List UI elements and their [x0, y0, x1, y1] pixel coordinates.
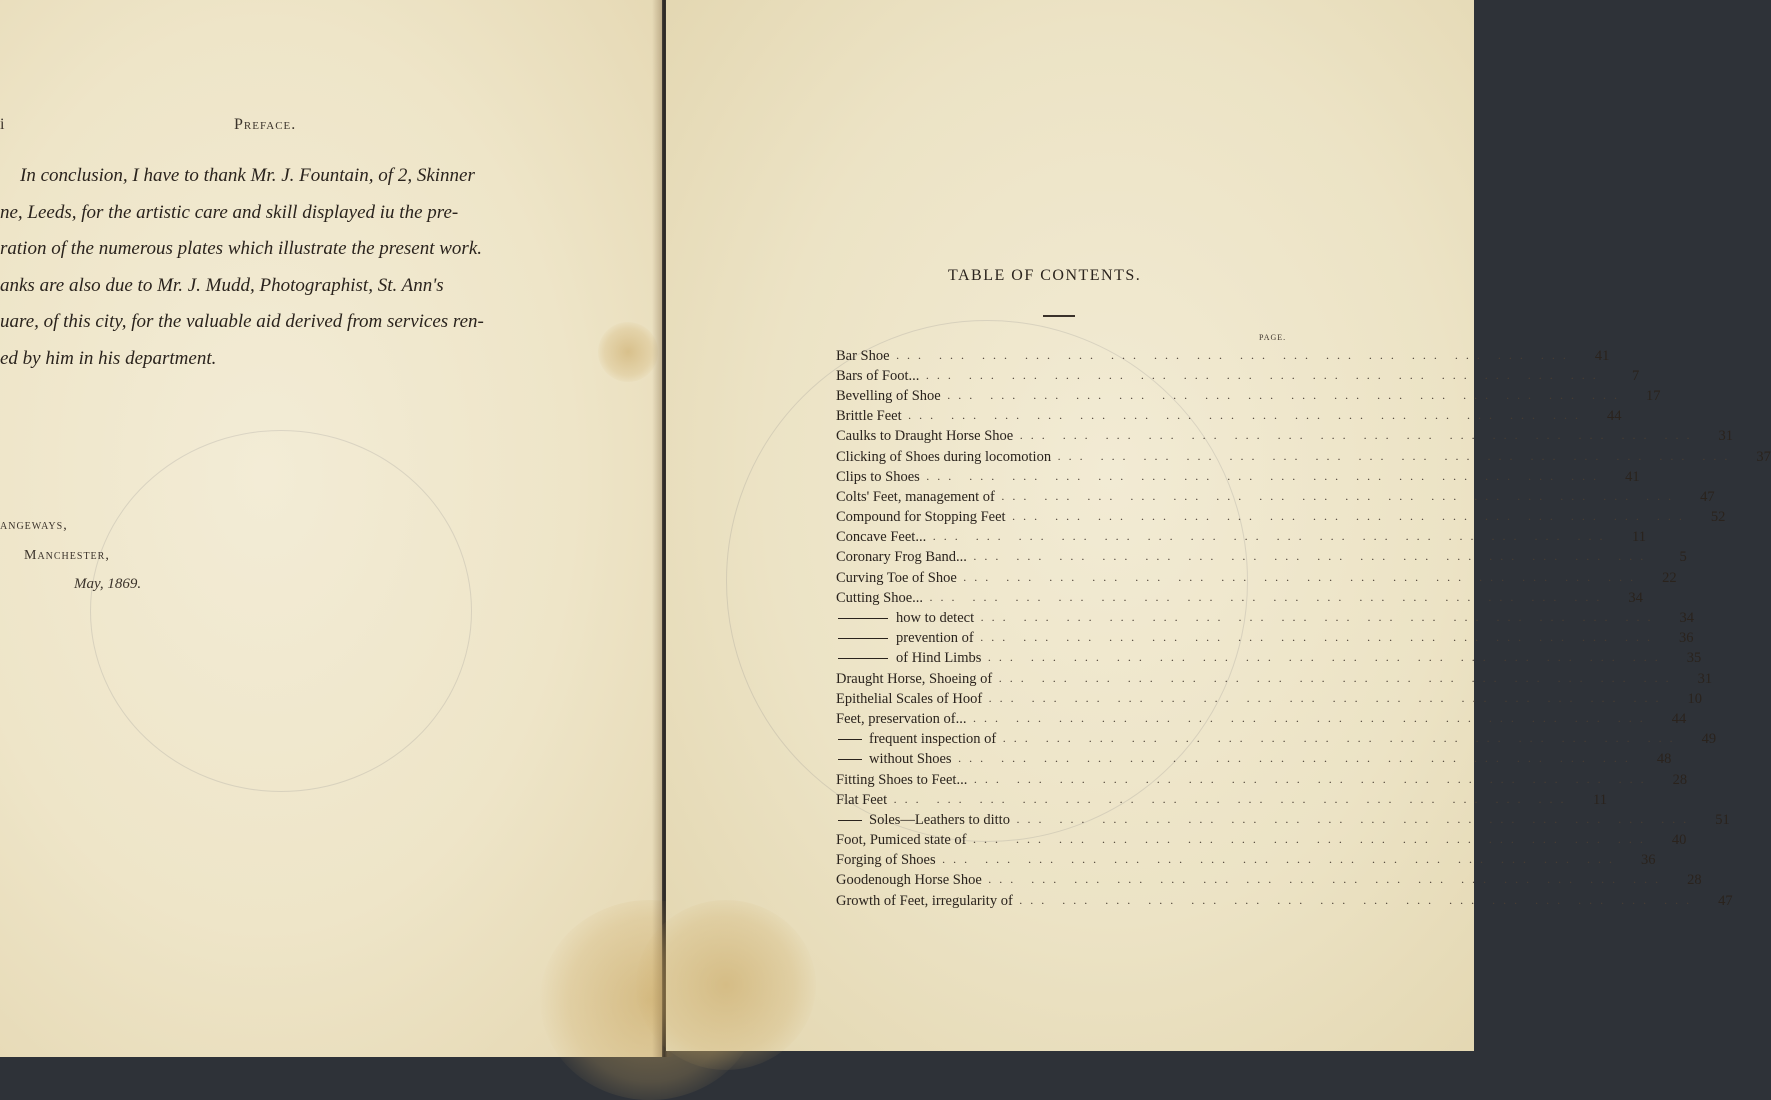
- toc-entry-label: Clicking of Shoes during locomotion: [836, 448, 1052, 465]
- ditto-dash: [838, 759, 862, 760]
- toc-entry: [836, 730, 1717, 750]
- toc-entry-label: Bars of Foot...: [836, 367, 920, 384]
- preface-line: ed by him in his department.: [0, 347, 217, 369]
- toc-entry: [836, 770, 1688, 790]
- dot-leader: ··· ··· ··· ··· ··· ··· ··· ··· ··· ··· ··· ··· ··· ··· ··· ···: [932, 532, 1611, 547]
- toc-entry-page: 28: [1672, 771, 1688, 788]
- toc-entry-page: 34: [1679, 610, 1694, 627]
- toc-entry: [836, 709, 1687, 729]
- toc-entry: [836, 810, 1730, 830]
- toc-entry-label: Feet, preservation of...: [836, 710, 967, 727]
- preface-line: anks are also due to Mr. J. Mudd, Photographist, St. Ann's: [0, 274, 444, 296]
- dot-leader: ··· ··· ··· ··· ··· ··· ··· ··· ··· ··· ··· ··· ··· ··· ··· ···: [987, 653, 1666, 668]
- toc-entry: [836, 346, 1610, 366]
- toc-entry: [836, 669, 1713, 689]
- toc-entry-page: 44: [1606, 408, 1622, 425]
- toc-entry-page: 31: [1697, 670, 1713, 687]
- dot-leader: ··· ··· ··· ··· ··· ··· ··· ··· ··· ··· ··· ··· ··· ··· ··· ···: [1018, 895, 1697, 910]
- toc-entry: [836, 750, 1672, 770]
- toc-entry-page: 10: [1687, 690, 1702, 707]
- toc-entry-page: 40: [1671, 832, 1687, 849]
- dot-leader: ··· ··· ··· ··· ··· ··· ··· ··· ··· ··· ··· ··· ··· ··· ··· ···: [972, 552, 1651, 567]
- toc-entry-label: Brittle Feet: [836, 408, 902, 425]
- toc-entry: [836, 407, 1622, 427]
- toc-entry: [836, 689, 1702, 709]
- toc-entry: [836, 548, 1687, 568]
- ditto-dash: [838, 658, 888, 659]
- toc-entry-page: 22: [1662, 569, 1677, 586]
- toc-entry-page: 41: [1594, 347, 1610, 364]
- preface-line: ration of the numerous plates which illustrate the present work.: [0, 238, 483, 259]
- dot-leader: ··· ··· ··· ··· ··· ··· ··· ··· ··· ··· ··· ··· ··· ··· ··· ···: [962, 572, 1641, 587]
- toc-entry-label: Clips to Shoes: [836, 468, 920, 485]
- toc-entry-page: 35: [1686, 650, 1702, 667]
- toc-entry-page: 47: [1718, 892, 1733, 909]
- toc-entry: [836, 568, 1677, 588]
- toc-entry: [836, 467, 1640, 487]
- toc-entry: [836, 508, 1726, 528]
- toc-entry-label: Draught Horse, Shoeing of: [836, 670, 993, 687]
- toc-entry-page: 52: [1710, 509, 1726, 526]
- dot-leader: ··· ··· ··· ··· ··· ··· ··· ··· ··· ··· ··· ··· ··· ··· ··· ···: [957, 754, 1636, 769]
- toc-entry-label: Epithelial Scales of Hoof: [836, 690, 983, 707]
- toc-entry-page: 11: [1593, 791, 1607, 808]
- dot-leader: ··· ··· ··· ··· ··· ··· ··· ··· ··· ··· ··· ··· ··· ··· ··· ···: [1019, 431, 1698, 446]
- toc-list: [836, 346, 1771, 911]
- toc-entry: [836, 447, 1771, 467]
- toc-entry: [836, 891, 1733, 911]
- title-rule: [1043, 315, 1075, 317]
- toc-entry: [836, 608, 1694, 628]
- toc-entry-label: Flat Feet: [836, 791, 888, 808]
- toc-entry-page: 44: [1671, 710, 1687, 727]
- toc-entry: [836, 629, 1694, 649]
- ditto-dash: [838, 618, 888, 619]
- dot-leader: ··· ··· ··· ··· ··· ··· ··· ··· ··· ··· ··· ··· ··· ··· ··· ···: [1000, 491, 1679, 506]
- running-head: Preface.: [234, 116, 297, 133]
- dot-leader: ··· ··· ··· ··· ··· ··· ··· ··· ··· ··· ··· ··· ··· ··· ··· ···: [998, 673, 1677, 688]
- toc-entry-label: Growth of Feet, irregularity of: [836, 892, 1013, 909]
- toc-entry-label: of Hind Limbs: [896, 650, 982, 667]
- toc-entry: [836, 528, 1647, 548]
- toc-entry-label: Bar Shoe: [836, 347, 890, 364]
- dot-leader: ··· ··· ··· ··· ··· ··· ··· ··· ··· ··· ··· ··· ··· ··· ··· ···: [893, 794, 1571, 809]
- ditto-dash: [838, 820, 862, 821]
- dot-leader: ··· ··· ··· ··· ··· ··· ··· ··· ··· ··· ··· ··· ··· ··· ··· ···: [1015, 814, 1694, 829]
- toc-entry: [836, 831, 1687, 851]
- toc-entry-label: Forging of Shoes: [836, 852, 936, 869]
- toc-entry-label: how to detect: [896, 610, 975, 627]
- page-column-label: PAGE.: [1259, 333, 1287, 342]
- preface-line: In conclusion, I have to thank Mr. J. Fountain, of 2, Skinner: [20, 165, 475, 186]
- dot-leader: ··· ··· ··· ··· ··· ··· ··· ··· ··· ··· ··· ··· ··· ··· ··· ···: [925, 370, 1604, 385]
- toc-entry: [836, 487, 1715, 507]
- toc-entry-label: Concave Feet...: [836, 529, 927, 546]
- dot-leader: ··· ··· ··· ··· ··· ··· ··· ··· ··· ··· ··· ··· ··· ··· ··· ···: [972, 713, 1651, 728]
- toc-entry-page: 7: [1631, 367, 1640, 384]
- toc-entry-label: Soles—Leathers to ditto: [869, 811, 1010, 828]
- toc-entry-label: Colts' Feet, management of: [836, 488, 995, 505]
- signature-city: Manchester,: [24, 548, 110, 563]
- toc-entry-label: prevention of: [896, 630, 974, 647]
- toc-entry-page: 48: [1656, 751, 1672, 768]
- dot-leader: ··· ··· ··· ··· ··· ··· ··· ··· ··· ··· ··· ··· ··· ··· ··· ···: [988, 693, 1666, 708]
- preface-paragraph: [0, 158, 570, 377]
- foxing-spot: [598, 322, 658, 382]
- toc-entry-page: 34: [1628, 589, 1643, 606]
- water-stain: [636, 900, 816, 1070]
- toc-entry-page: 11: [1632, 529, 1647, 546]
- toc-entry-page: 41: [1625, 468, 1640, 485]
- toc-entry: [836, 871, 1702, 891]
- toc-entry-page: 17: [1646, 387, 1661, 404]
- toc-entry: [836, 649, 1702, 669]
- dot-leader: ··· ··· ··· ··· ··· ··· ··· ··· ··· ··· ··· ··· ··· ··· ··· ···: [1011, 512, 1690, 527]
- toc-entry-page: 28: [1687, 872, 1702, 889]
- dot-leader: ··· ··· ··· ··· ··· ··· ··· ··· ··· ··· ··· ··· ··· ··· ··· ···: [929, 592, 1607, 607]
- toc-entry-label: Foot, Pumiced state of: [836, 832, 967, 849]
- toc-entry-page: 47: [1700, 488, 1715, 505]
- toc-entry-page: 36: [1640, 852, 1656, 869]
- dot-leader: ··· ··· ··· ··· ··· ··· ··· ··· ··· ··· ··· ··· ··· ··· ··· ···: [1057, 451, 1735, 466]
- toc-entry-page: 36: [1679, 630, 1694, 647]
- toc-entry-label: Goodenough Horse Shoe: [836, 872, 982, 889]
- dot-leader: ··· ··· ··· ··· ··· ··· ··· ··· ··· ··· ··· ··· ··· ··· ··· ···: [979, 633, 1658, 648]
- toc-entry-page: 5: [1679, 549, 1687, 566]
- toc-entry-label: frequent inspection of: [869, 731, 997, 748]
- toc-entry-page: 49: [1701, 731, 1717, 748]
- toc-entry: [836, 386, 1661, 406]
- dot-leader: ··· ··· ··· ··· ··· ··· ··· ··· ··· ··· ··· ··· ··· ··· ··· ···: [972, 835, 1651, 850]
- dot-leader: ··· ··· ··· ··· ··· ··· ··· ··· ··· ··· ··· ··· ··· ··· ··· ···: [925, 471, 1604, 486]
- dot-leader: ··· ··· ··· ··· ··· ··· ··· ··· ··· ··· ··· ··· ··· ··· ··· ···: [941, 855, 1620, 870]
- dot-leader: ··· ··· ··· ··· ··· ··· ··· ··· ··· ··· ··· ··· ··· ··· ··· ···: [973, 774, 1652, 789]
- toc-title: TABLE OF CONTENTS.: [948, 267, 1142, 284]
- toc-entry-label: Bevelling of Shoe: [836, 387, 941, 404]
- toc-entry: [836, 588, 1643, 608]
- dot-leader: ··· ··· ··· ··· ··· ··· ··· ··· ··· ··· ··· ··· ··· ··· ··· ···: [907, 411, 1586, 426]
- pencil-mark: [90, 430, 472, 792]
- toc-entry: [836, 366, 1640, 386]
- toc-entry: [836, 427, 1734, 447]
- dot-leader: ··· ··· ··· ··· ··· ··· ··· ··· ··· ··· ··· ··· ··· ··· ··· ···: [980, 613, 1658, 628]
- toc-entry-label: Curving Toe of Shoe: [836, 569, 957, 586]
- toc-entry: [836, 851, 1656, 871]
- left-page: [0, 0, 662, 1057]
- dot-leader: ··· ··· ··· ··· ··· ··· ··· ··· ··· ··· ··· ··· ··· ··· ··· ···: [1002, 734, 1681, 749]
- toc-entry-label: Coronary Frog Band...: [836, 549, 967, 566]
- toc-entry-label: Compound for Stopping Feet: [836, 509, 1006, 526]
- signature-date: May, 1869.: [74, 576, 142, 592]
- toc-entry-label: Caulks to Draught Horse Shoe: [836, 428, 1014, 445]
- toc-entry-page: 51: [1715, 811, 1730, 828]
- preface-line: ne, Leeds, for the artistic care and skill displayed iu the pre-: [0, 201, 459, 223]
- toc-entry-page: 37: [1756, 448, 1771, 465]
- toc-entry-label: Cutting Shoe...: [836, 589, 924, 606]
- page-number: i: [0, 116, 5, 133]
- dot-leader: ··· ··· ··· ··· ··· ··· ··· ··· ··· ··· ··· ··· ··· ··· ··· ···: [987, 875, 1666, 890]
- preface-line: uare, of this city, for the valuable aid derived from services ren-: [0, 311, 484, 332]
- dot-leader: ··· ··· ··· ··· ··· ··· ··· ··· ··· ··· ··· ··· ··· ··· ··· ···: [946, 390, 1625, 405]
- ditto-dash: [838, 739, 862, 740]
- dot-leader: ··· ··· ··· ··· ··· ··· ··· ··· ··· ··· ··· ··· ··· ··· ··· ···: [895, 350, 1574, 365]
- toc-entry: [836, 790, 1607, 810]
- signature-place: angeways,: [0, 518, 68, 533]
- toc-entry-page: 31: [1718, 428, 1734, 445]
- ditto-dash: [838, 638, 888, 639]
- toc-entry-label: without Shoes: [869, 751, 952, 768]
- toc-entry-label: Fitting Shoes to Feet...: [836, 771, 968, 788]
